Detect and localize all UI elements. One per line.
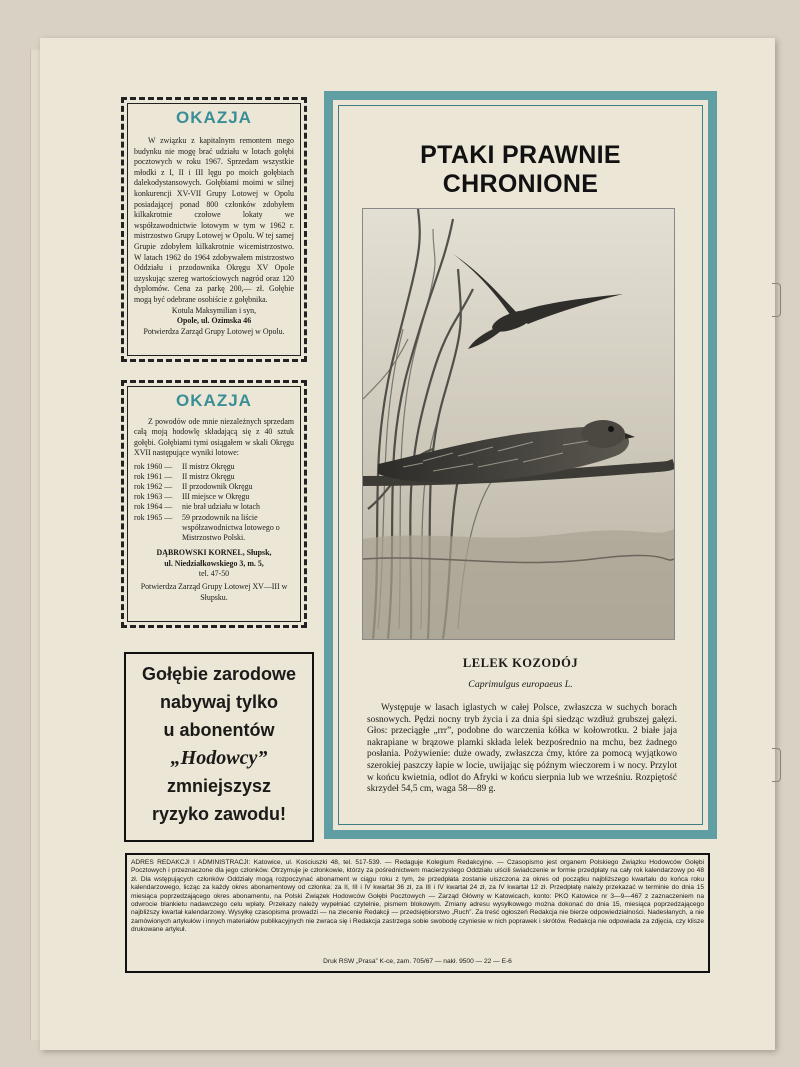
result-text: II mistrz Okręgu bbox=[182, 471, 235, 481]
ad-hodowcy-line-6: ryzyko zawodu! bbox=[151, 804, 287, 824]
nightjar-illustration-svg bbox=[363, 209, 674, 639]
result-row bbox=[134, 513, 294, 544]
ad-hodowcy-line-3: u abonentów bbox=[163, 720, 275, 740]
ad-okazja-2-results bbox=[134, 462, 294, 544]
result-text: nie brał udziału w lotach bbox=[182, 502, 261, 512]
result-year: rok 1960 — bbox=[134, 461, 173, 471]
ad-hodowcy-line-2: nabywaj tylko bbox=[159, 692, 279, 712]
ad-hodowcy-line-4: „Hodowcy” bbox=[170, 747, 268, 769]
result-year: rok 1962 — bbox=[134, 482, 173, 492]
masthead-footer-print: Druk RSW „Prasa” K-ce, zam. 705/67 — nakł. 9500 — 22 — E-6 bbox=[323, 958, 512, 965]
masthead-footer-body bbox=[131, 859, 704, 967]
result-row bbox=[134, 462, 294, 472]
ad-okazja-1-signature: Kotula Maksymilian i syn, bbox=[171, 305, 257, 315]
feature-description: Występuje w lasach iglastych w całej Polsce, zwłaszcza w suchych borach sosnowych. Pędzi nocny tryb życia i za dnia śpi siedząc wzdłuż grubszej gałęzi. Głos: przeciągłe „rrr”, podobne do warczenia kółka w kołowrotku. 2 białe jaja nakrapiane w brązowe plamki składa lelek bezpośrednio na mchu, bez żadnego posłania. Pożywienie: duże owady, zwłaszcza ćmy, które za pomocą wyjątkowo szerokiej paszczy łapie w locie, uwijając się późnym wieczorem i w nocy. Przylot w końcu kwietnia, odlot do Afryki w końcu sierpnia lub we wrześniu. Rozpiętość skrzydeł 54,5 cm, waga 58—89 g. bbox=[367, 703, 677, 795]
staple-bottom bbox=[772, 748, 781, 782]
staple-top bbox=[772, 283, 781, 317]
result-text: II mistrz Okręgu bbox=[182, 461, 235, 471]
result-year: rok 1965 — bbox=[134, 512, 173, 522]
ad-hodowcy bbox=[124, 652, 314, 842]
result-year: rok 1964 — bbox=[134, 502, 173, 512]
result-row bbox=[134, 492, 294, 502]
result-row bbox=[134, 472, 294, 482]
ad-okazja-2-intro: Z powodów ode mnie niezależnych sprzedam całą moją hodowlę składającą się z 40 sztuk gołębi. Gołębiami tymi osiągałem w skali Okręgu XVII następujące wyniki lotowe: bbox=[134, 417, 294, 458]
ad-hodowcy-line-5: zmniejszysz bbox=[166, 776, 272, 796]
feature-headline: PTAKI PRAWNIE CHRONIONE bbox=[420, 141, 621, 198]
feature-caption bbox=[340, 656, 701, 690]
ad-okazja-1-body: W związku z kapitalnym remontem mego budynku nie mogę brać udziału w lotach gołębi pocztowych w roku 1967. Sprzedam wszystkie młodki z I, II i III lęgu po moich gołębiach dalekodystansowych. Gołębiami moimi w silnej konkurencji XV-VII Grupy Lotowej w Opolu posiadającej ponad 800 członków zdobyłem kilkakrotnie czołowe lokaty we współzawodnictwie lotowym w tym w 1962 r. mistrzostwo Grupy Lotowej w Opolu. W tej samej Grupie zdobyłem kilkakrotnie wicemistrzostwo. W latach 1962 do 1964 zdobywałem mistrzostwo Oddziału i przodownika Okręgu XV Opole uzyskując szereg wartościowych nagród oraz 120 dyplomów. Cena za parkę 200,— zł. Gołębie mogą być odebrane osobiście z gołębnika. bbox=[134, 136, 294, 304]
caption-latin: Caprimulgus europaeus L. bbox=[468, 679, 573, 690]
ad-okazja-1-title: OKAZJA bbox=[176, 108, 252, 127]
result-row bbox=[134, 482, 294, 492]
ad-hodowcy-line-1: Gołębie zarodowe bbox=[141, 664, 297, 684]
result-text: III miejsce w Okręgu bbox=[182, 492, 250, 502]
result-text: 59 przodownik na liście współzawodnictwa lotowego o Mistrzostwo Polski. bbox=[182, 512, 280, 543]
ad-okazja-1-address: Opole, ul. Ozimska 46 bbox=[176, 316, 252, 326]
ad-okazja-2 bbox=[121, 380, 307, 628]
ad-okazja-2-address: ul. Niedziałkowskiego 3, m. 5, bbox=[164, 558, 264, 568]
result-year: rok 1963 — bbox=[134, 492, 173, 502]
result-year: rok 1961 — bbox=[134, 471, 173, 481]
ad-okazja-2-name: DĄBROWSKI KORNEL, Słupsk, bbox=[156, 548, 272, 558]
ad-okazja-2-confirm: Potwierdza Zarząd Grupy Lotowej XV—III w Słupsku. bbox=[140, 582, 288, 602]
masthead-footer-text: ADRES REDAKCJI I ADMINISTRACJI: Katowice, ul. Kościuszki 48, tel. 517-539. — Redaguje Kolegium Redakcyjne. — Czasopismo jest organem Polskiego Związku Hodowców Gołębi Pocztowych i przeznaczone dla jego członków. Otrzymuje je członkowie, którzy za pośrednictwem macierzystego Oddziału uiścili świadczenie w formie przedpłaty na cały rok kalendarzowy po 48 zł. Dla wstępujących członków Oddziały mogą rozpoczynać abonament w ciągu roku z tym, że przedpłata zostanie uiszczona za okres od początku najbliższego kwartału do końca roku kalendarzowego, licząc za każdy okres abonamentowy od członka: za II, III i IV kwartał 36 zł, za III i IV kwartał 24 zł, za IV kwartał 12 zł. Przedpłatę należy przekazać w terminie do dnia 15 miesiąca poprzedzającego okres abonamentu, na Polski Związek Hodowców Gołębi Pocztowych — Zarząd Główny w Katowicach, konto: PKO Katowice nr 3—9—467 z zaznaczeniem na odwrocie blankietu nadawczego celu wpłaty. Przekazy należy wypełniać czytelnie, pismem blokowym. Zmiany adresu wysyłkowego można dokonać do dnia 15, miesiąca poprzedzającego najbliższy kwartał kalendarzowy. Wysyłkę czasopisma prowadzi — na zlecenie Redakcji — przedsiębiorstwo „Ruch”. Za treść ogłoszeń Redakcja nie bierze odpowiedzialności. Nadesłanych, a nie zamówionych artykułów i innych materiałów publikacyjnych nie zwraca się i Redakcja zastrzega sobie swobodę czyniesie w nich poprawek i skrótów. Redakcja nie odpowiada za zdjęcia, czy klisze drukowane artykuł. bbox=[131, 859, 704, 934]
caption-title: LELEK KOZODÓJ bbox=[462, 656, 579, 670]
ad-okazja-1-confirm: Potwierdza Zarząd Grupy Lotowej w Opolu. bbox=[143, 326, 285, 336]
nightjar-illustration bbox=[362, 208, 675, 640]
ad-okazja-2-phone: tel. 47-50 bbox=[198, 569, 230, 579]
ad-okazja-2-title: OKAZJA bbox=[176, 391, 252, 410]
masthead-footer bbox=[125, 853, 710, 973]
result-text: II przodownik Okręgu bbox=[182, 482, 253, 492]
ad-okazja-1 bbox=[121, 97, 307, 362]
result-row bbox=[134, 502, 294, 512]
